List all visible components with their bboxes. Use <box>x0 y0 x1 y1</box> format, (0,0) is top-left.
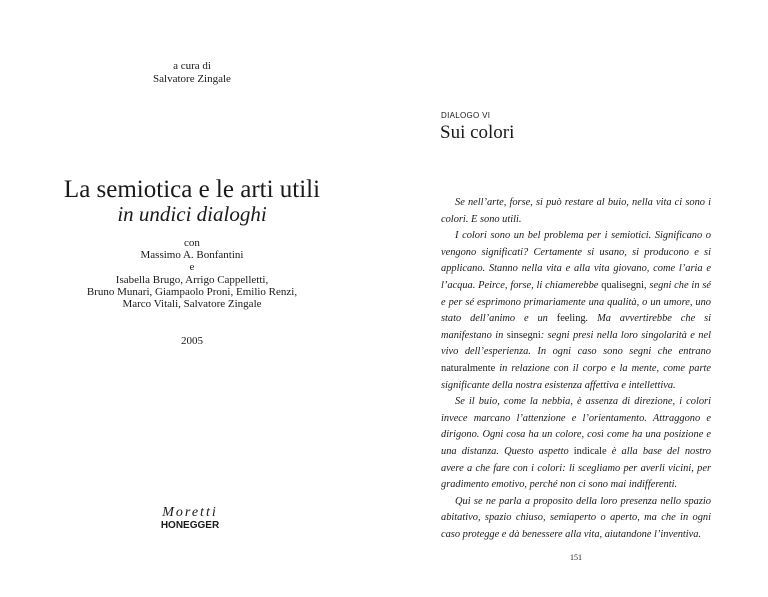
text-segment: : segni presi nella loro singolarità e nel vivo dell’esperienza. In ogni caso sono segni che entrano <box>441 329 711 358</box>
curator-prefix: a cura di <box>173 60 211 72</box>
upright-term: feeling <box>556 313 586 325</box>
text-segment: I colori sono un bel problema per i semiotici. Significano o vengono significati? Certamente si usano, si producono e si applicano. Stanno nella vita e alla vita giovano, come l’aria e l’acqua. Peirce, forse, li chiamerebbe <box>441 230 711 291</box>
text-segment: . Ma avvertirebbe che si manifestano in <box>441 313 712 341</box>
text-segment: Se il buio, come la nebbia, è assenza di direzione, i colori invece marcano l’attenzione e l’orientamento. Attraggono e dirigono. Ogni cosa ha un colore, così come ha una posizione e una distanza. Questo aspetto <box>441 396 711 457</box>
contributor-line: Marco Vitali, Salvatore Zingale <box>122 298 262 311</box>
contributors-con: con <box>184 237 200 249</box>
contributor-line: Bruno Munari, Giampaolo Proni, Emilio Renzi, <box>86 285 298 298</box>
paragraph <box>441 195 711 228</box>
upright-term: naturalmente <box>441 362 496 374</box>
upright-term: sinsegni <box>506 329 541 341</box>
text-segment: è alla base del nostro avere a che fare con i colori: li scegliamo per averli vicini, per gradimento emotivo, perché non ci sono mai indifferenti. <box>441 445 711 491</box>
publisher-logo-line2: HONEGGER <box>160 520 220 531</box>
contributor-main: Massimo A. Bonfantini <box>140 249 244 262</box>
text-segment: Se nell’arte, forse, si può restare al buio, nella vita ci sono i colori. E sono utili. <box>441 197 711 225</box>
paragraph <box>441 394 711 494</box>
text-segment: , segni che in sé e per sé esprimono primariamente una qualità, o un umore, uno stato dell’animo e un <box>441 279 711 325</box>
book-title: La semiotica e le arti utili <box>63 176 321 203</box>
contributor-line: Isabella Brugo, Arrigo Cappelletti, <box>115 273 269 286</box>
right-page <box>384 0 768 597</box>
curator-credit <box>0 60 384 86</box>
book-subtitle: in undici dialoghi <box>117 202 267 226</box>
contributors-e: e <box>189 261 195 274</box>
contributors <box>0 237 384 310</box>
chapter-body <box>441 195 711 543</box>
page-number: 151 <box>570 553 582 562</box>
curator-name: Salvatore Zingale <box>153 73 231 85</box>
upright-term: indicale <box>573 445 607 457</box>
chapter-label: DIALOGO VI <box>441 111 491 120</box>
text-segment: Qui se ne parla a proposito della loro presenza nello spazio abitativo, spazio chiuso, semiaperto o aperto, ma che in ogni caso protegge e dà benessere alla vita, aiutandone l’inventiva. <box>441 495 711 540</box>
paragraph <box>441 494 711 544</box>
chapter-title: Sui colori <box>440 122 515 143</box>
text-segment: in relazione con il corpo e la mente, come parte significante della nostra esistenza affettiva e intellettiva. <box>441 362 711 391</box>
publisher-logo-line1: Moretti <box>162 505 218 520</box>
paragraph <box>441 228 711 394</box>
upright-term: qualisegni <box>601 279 644 291</box>
publication-year: 2005 <box>181 335 203 347</box>
publisher-logo <box>140 505 240 531</box>
